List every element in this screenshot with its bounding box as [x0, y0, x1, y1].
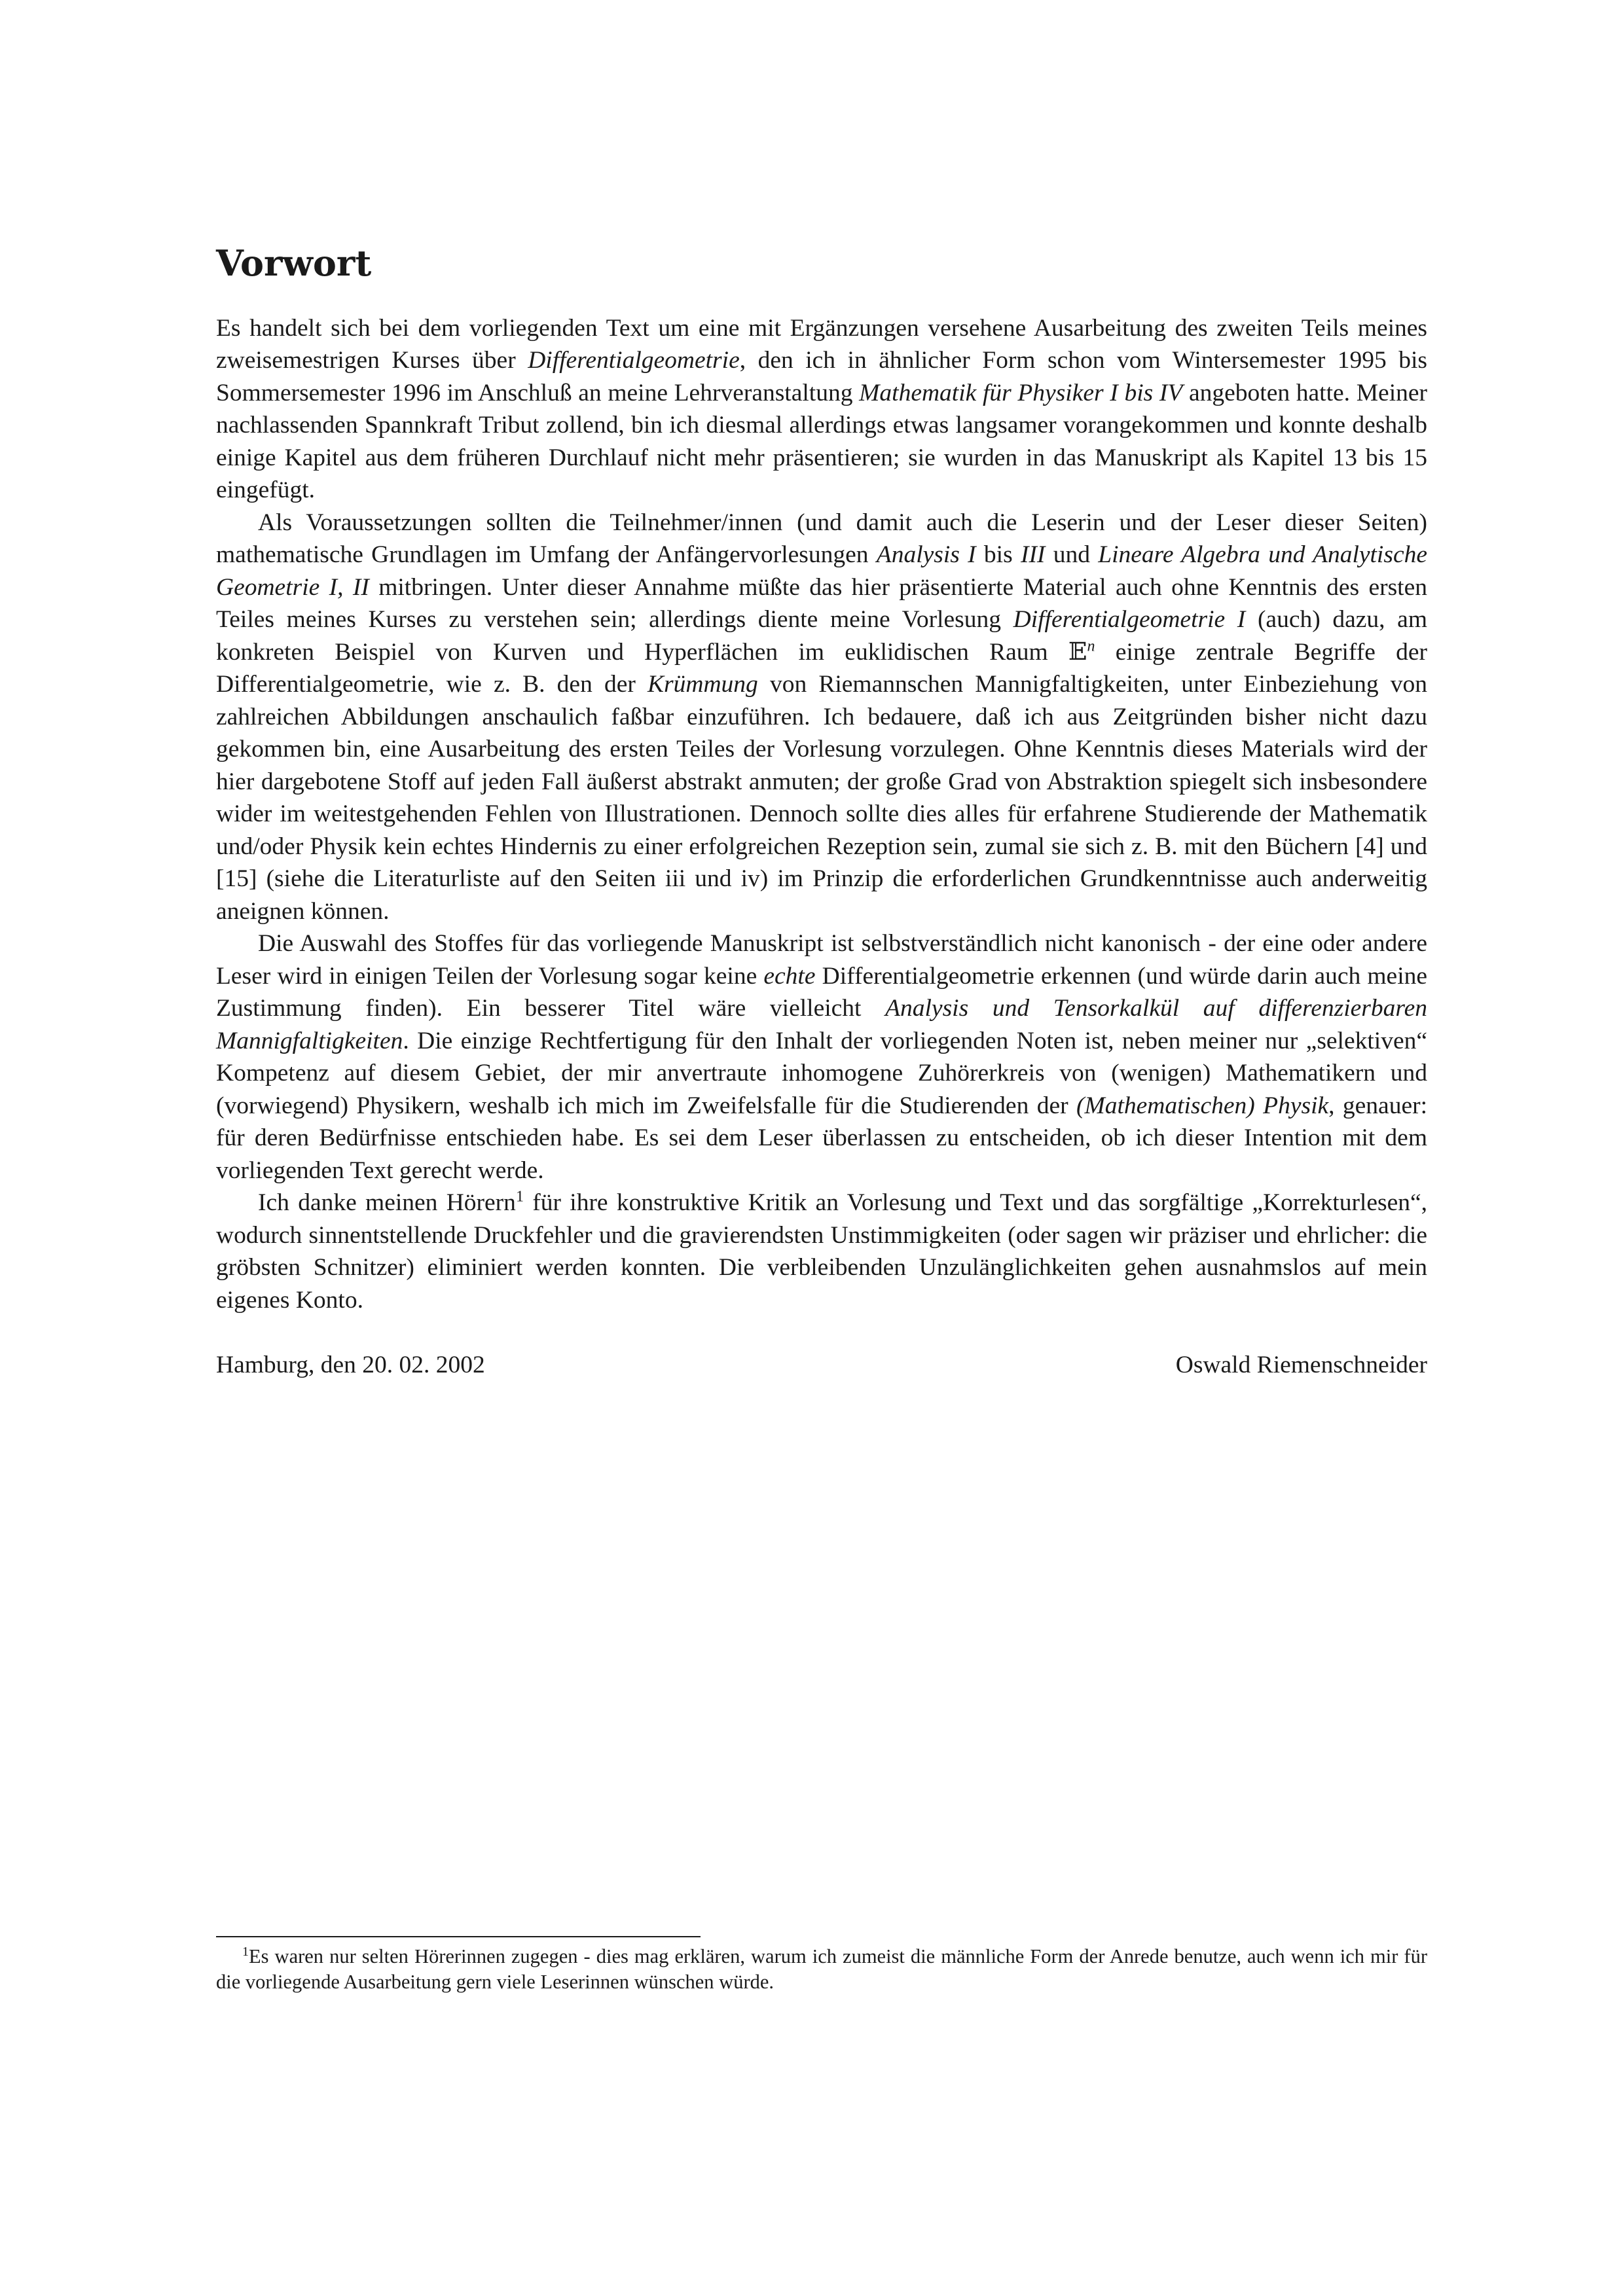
footnote	[216, 1944, 1427, 1995]
text-run: . Die einzige Rechtfertigung für den Inhalt der vorliegenden Noten ist, neben meiner nur „selektiven“ Kompetenz auf diesem Gebiet, der mir anvertraute inhomogene Zuhörerkreis von (wenigen) Mathematikern und (vorwiegend) Physikern, weshalb ich mich im Zweifelsfalle für die Studierenden der	[216, 1027, 1427, 1119]
page-body	[216, 242, 1427, 1382]
emphasis: Lineare Algebra und Analytische Geometrie I, II	[216, 541, 1427, 601]
text-run: , genauer: für deren Bedürfnisse entschieden habe. Es sei dem Leser überlassen zu entscheiden, ob ich dieser Intention mit dem vorliegenden Text gerecht werde.	[216, 1092, 1427, 1184]
footnote-rule	[216, 1936, 701, 1937]
author-name: Oswald Riemenschneider	[1175, 1352, 1427, 1379]
text-run: und	[1045, 541, 1099, 569]
text-run: bis	[976, 541, 1021, 569]
page-title: Vorwort	[216, 242, 372, 284]
text-run: Die Auswahl des Stoffes für das vorliegende Manuskript ist selbstverständlich nicht kanonisch - der eine oder andere Leser wird in einigen Teilen der Vorlesung sogar keine	[216, 930, 1427, 990]
footnote-text: Es waren nur selten Hörerinnen zugegen - dies mag erklären, warum ich zumeist die männliche Form der Anrede benutze, auch wenn ich mir für die vorliegende Ausarbeitung gern viele Leserinnen wünschen würde.	[216, 1945, 1427, 1993]
emphasis: Analysis I	[876, 541, 976, 569]
text-run: (auch) dazu, am konkreten Beispiel von Kurven und Hyperflächen im euklidischen Raum 𝔼	[216, 606, 1427, 666]
superscript: 1	[515, 1188, 524, 1206]
paragraph	[216, 507, 1427, 928]
text-run: Differentialgeometrie erkennen (und würde darin auch meine Zustimmung finden). Ein besserer Titel wäre vielleicht	[216, 962, 1428, 1022]
text-run: Als Voraussetzungen sollten die Teilnehmer/innen (und damit auch die Leserin und der Leser dieser Seiten) mathematische Grundlagen im Umfang der Anfängervorlesungen	[216, 509, 1427, 569]
footnote-mark: 1	[242, 1944, 249, 1959]
text-run: , den ich in ähnlicher Form schon vom Wintersemester 1995 bis Sommersemester 1996 im Anschluß an meine Lehrveranstaltung	[216, 347, 1428, 406]
text-run: einige zentrale Begriffe der Differentialgeometrie, wie z. B. den der	[216, 638, 1428, 698]
emphasis: Analysis und Tensorkalkül auf differenzierbaren Mannigfaltigkeiten	[216, 995, 1427, 1054]
paragraph	[216, 312, 1427, 507]
signature-row	[216, 1349, 1427, 1382]
emphasis: Krümmung	[647, 671, 758, 698]
emphasis: echte	[763, 962, 816, 990]
paragraph	[216, 1187, 1427, 1316]
emphasis: Mathematik für Physiker I bis IV	[859, 379, 1183, 406]
text-run: mitbringen. Unter dieser Annahme müßte das hier präsentierte Material auch ohne Kenntnis des ersten Teiles meines Kurses zu verstehen sein; allerdings diente meine Vorlesung	[216, 573, 1427, 634]
text-run: von Riemannschen Mannigfaltigkeiten, unter Einbeziehung von zahlreichen Abbildungen anschaulich faßbar einzuführen. Ich bedauere, daß ich aus Zeitgründen bisher nicht dazu gekommen bin, eine Ausarbeitung des ersten Teiles der Vorlesung vorzulegen. Ohne Kenntnis dieses Materials wird der hier dargebotene Stoff auf jeden Fall äußerst abstrakt anmuten; der große Grad von Abstraktion spiegelt sich insbesondere wider im weitestgehenden Fehlen von Illustrationen. Dennoch sollte dies alles für erfahrene Studierende der Mathematik und/oder Physik kein echtes Hindernis zu einer erfolgreichen Rezeption sein, zumal sie sich z. B. mit den Büchern [4] und [15] (siehe die Literaturliste auf den Seiten iii und iv) im Prinzip die erforderlichen Grundkenntnisse auch anderweitig aneignen können.	[216, 671, 1427, 925]
paragraph	[216, 927, 1427, 1187]
text-run: Ich danke meinen Hörern	[258, 1189, 516, 1217]
text-run: angeboten hatte. Meiner nachlassenden Spannkraft Tribut zollend, bin ich diesmal allerdings etwas langsamer vorangekommen und konnte deshalb einige Kapitel aus dem früheren Durchlauf nicht mehr präsentieren; sie wurden in das Manuskript als Kapitel 13 bis 15 eingefügt.	[216, 379, 1427, 504]
text-run: für ihre konstruktive Kritik an Vorlesung und Text und das sorgfältige „Korrekturlesen“, wodurch sinnentstellende Druckfehler und die gravierendsten Unstimmigkeiten (oder sagen wir präziser und ehrlicher: die gröbsten Schnitzer) eliminiert werden konnten. Die verbleibenden Unzulänglichkeiten gehen ausnahmslos auf mein eigenes Konto.	[216, 1189, 1427, 1314]
emphasis: Differentialgeometrie	[528, 347, 740, 374]
emphasis: Differentialgeometrie I	[1013, 606, 1246, 634]
superscript: n	[1087, 637, 1095, 655]
emphasis: (Mathematischen) Physik	[1076, 1092, 1329, 1119]
emphasis: III	[1020, 541, 1046, 569]
text-run: Es handelt sich bei dem vorliegenden Text um eine mit Ergänzungen versehene Ausarbeitung des zweiten Teils meines zweisemestrigen Kurses über	[216, 314, 1427, 374]
footnote-area	[216, 1936, 1427, 1995]
place-date: Hamburg, den 20. 02. 2002	[216, 1352, 485, 1379]
paragraphs	[216, 312, 1427, 1317]
